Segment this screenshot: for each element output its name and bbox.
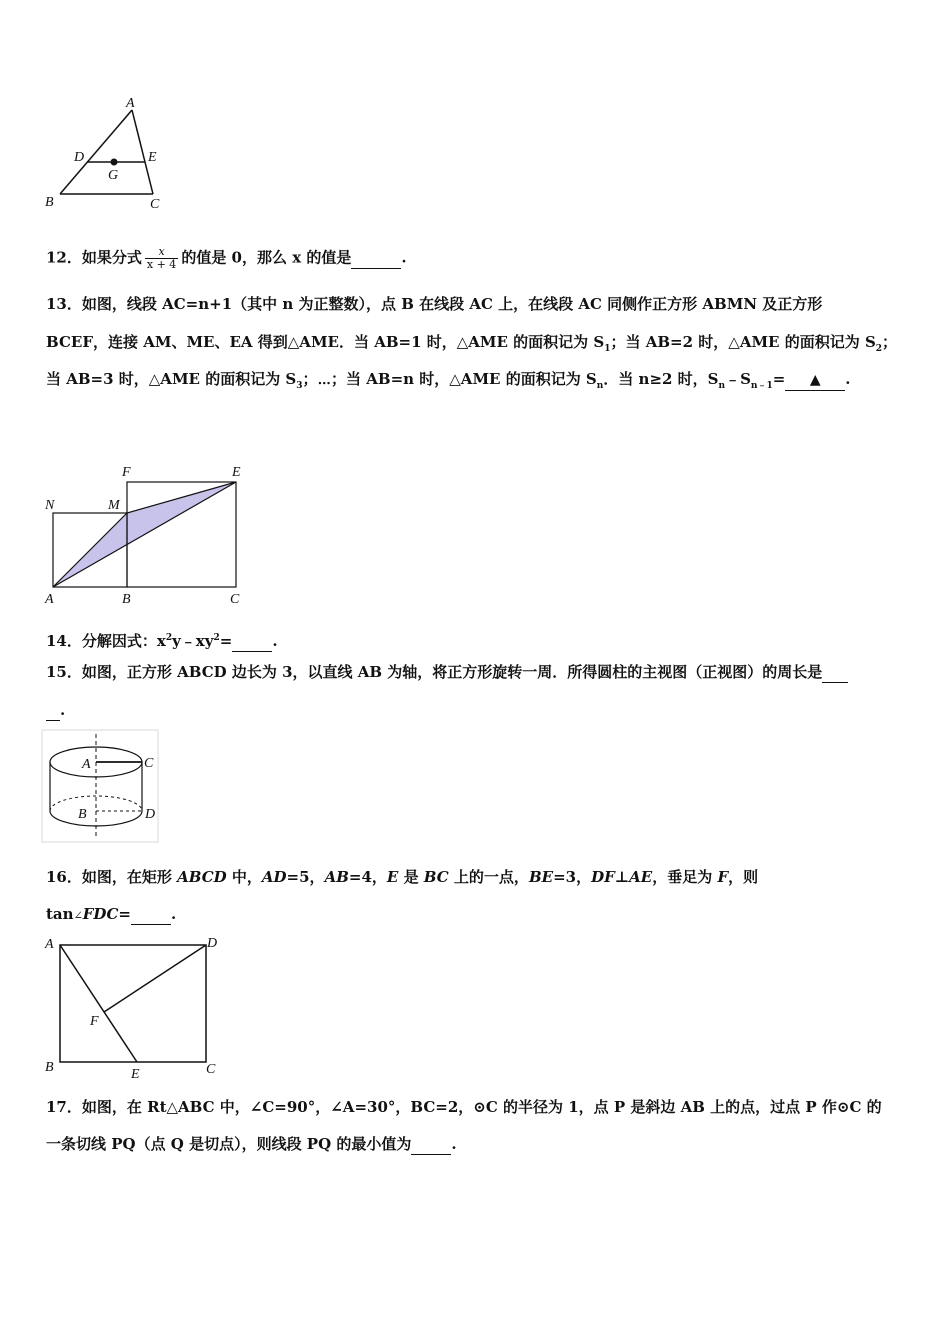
label-d: D [74, 150, 85, 165]
question-13-line-1 [46, 294, 822, 314]
q13-answer-triangle-icon: ▲ [809, 372, 821, 388]
q17-number: 17． [46, 1098, 82, 1116]
question-15-line-1 [46, 662, 848, 683]
q13-line3-mid2: ．当 n≥2 时，S [603, 370, 719, 388]
label-c: C [144, 756, 154, 771]
label-e: E [148, 150, 157, 165]
q12-end: . [401, 248, 407, 267]
q14-end: . [272, 632, 278, 650]
q13-line2-mid: ；当 AB=2 时，△AME 的面积记为 S [610, 333, 876, 351]
q12-frac-denominator: x + 4 [146, 258, 177, 271]
segment-ae [53, 482, 236, 587]
q13-end: . [845, 370, 851, 388]
label-d: D [207, 936, 218, 951]
q14-sup2: 2 [213, 633, 220, 643]
question-12 [46, 246, 407, 271]
label-c: C [230, 592, 240, 607]
q14-mid: y﹣xy [172, 632, 214, 650]
label-d: D [145, 807, 156, 822]
rectangle-abcd [60, 945, 206, 1062]
q16-perp: ⊥ [614, 868, 630, 886]
label-g: G [108, 168, 119, 183]
label-b: B [45, 195, 54, 210]
q12-fraction [145, 246, 178, 271]
question-16-line-2 [46, 904, 176, 926]
q16-end: . [170, 905, 177, 923]
q13-sub2: 2 [875, 344, 883, 354]
label-m: M [108, 498, 120, 513]
q15-number: 15． [46, 663, 82, 681]
q16-var-f: F [717, 868, 729, 886]
point-g [111, 159, 118, 166]
q16-var-fdc: FDC [82, 905, 119, 923]
question-17-line-2 [46, 1134, 457, 1155]
q16-text-e: =5， [286, 868, 325, 886]
label-a: A [45, 592, 54, 607]
label-e: E [131, 1067, 140, 1082]
q15-answer-blank-b[interactable] [46, 700, 60, 721]
q13-line2-pre: BCEF，连接 AM、ME、EA 得到△AME．当 AB=1 时，△AME 的面积记为 S [46, 333, 605, 351]
q16-answer-blank[interactable] [131, 904, 171, 925]
label-f: F [90, 1014, 99, 1029]
q12-frac-numerator: x [145, 246, 178, 259]
q16-tan: tan [46, 905, 74, 923]
q12-pre: 如果分式 [81, 248, 142, 267]
q17-end: . [451, 1135, 457, 1153]
question-14 [46, 628, 278, 652]
q13-line1: 如图，线段 AC=n+1（其中 n 为正整数），点 B 在线段 AC 上，在线段 AC 同侧作正方形 ABMN 及正方形 [81, 295, 823, 313]
q13-eq: = [772, 370, 786, 388]
question-13-line-2 [46, 332, 897, 359]
q16-number: 16． [46, 868, 82, 886]
q14-answer-blank[interactable] [232, 631, 272, 652]
q16-text-c: 中， [226, 868, 262, 886]
q16-text-s: ，则 [728, 868, 759, 886]
q13-subn: n [596, 381, 604, 391]
label-b: B [45, 1060, 54, 1075]
q14-number: 14． [46, 632, 82, 650]
figure-squares [40, 460, 250, 610]
label-e: E [232, 465, 241, 480]
q14-pre: 分解因式：x [81, 632, 166, 650]
label-n: N [45, 498, 55, 513]
q14-eq: = [219, 632, 233, 650]
side-ab [60, 110, 132, 194]
q16-var-bc: BC [423, 868, 449, 886]
q16-var-e: E [386, 868, 399, 886]
q13-subn1: n﹣1 [750, 381, 773, 391]
label-a: A [82, 757, 91, 772]
q16-var-ae: AE [629, 868, 653, 886]
label-a: A [45, 937, 54, 952]
q16-text-g: =4， [348, 868, 387, 886]
q13-minus: ﹣S [725, 370, 751, 388]
q15-answer-blank-a[interactable] [822, 662, 848, 683]
q16-angle-symbol: ∠ [73, 909, 83, 922]
q16-text-a: 如图，在矩形 [81, 868, 178, 886]
q12-post: 的值是 0，那么 x 的值是 [181, 248, 352, 267]
q17-answer-blank[interactable] [411, 1134, 451, 1155]
question-16-line-1 [46, 867, 758, 887]
label-b: B [122, 592, 131, 607]
q16-var-ab: AB [324, 868, 349, 886]
q16-eq: = [118, 905, 131, 923]
figure-triangle-abc [40, 95, 170, 215]
q13-sub3: 3 [296, 381, 303, 391]
label-b: B [78, 807, 87, 822]
q12-answer-blank[interactable] [351, 248, 401, 269]
q13-number: 13． [46, 295, 82, 313]
q13-line3-mid: ；⋯；当 AB=n 时，△AME 的面积记为 S [302, 370, 597, 388]
q13-sub1: 1 [604, 344, 611, 354]
q12-number: 12． [46, 248, 82, 267]
label-c: C [150, 197, 160, 212]
q16-var-ad: AD [261, 868, 287, 886]
label-f: F [122, 465, 131, 480]
segment-df [104, 945, 206, 1012]
q16-text-q: ，垂足为 [652, 868, 718, 886]
q16-text-i: 是 [398, 868, 424, 886]
question-15-line-2 [46, 700, 65, 721]
q16-var-df: DF [591, 868, 615, 886]
figure-rectangle [40, 932, 230, 1082]
question-17-line-1 [46, 1097, 882, 1117]
question-13-line-3 [46, 369, 851, 396]
q16-text-m: =3， [553, 868, 592, 886]
q15-line1: 如图，正方形 ABCD 边长为 3，以直线 AB 为轴，将正方形旋转一周．所得圆柱的主视图（正视图）的周长是 [81, 663, 823, 681]
q13-line3-pre: 当 AB=3 时，△AME 的面积记为 S [46, 370, 297, 388]
label-c: C [206, 1062, 216, 1077]
q13-subn2: n [718, 381, 726, 391]
q16-text-k: 上的一点， [448, 868, 529, 886]
q15-end: . [60, 701, 66, 719]
segment-ae [60, 945, 137, 1062]
q14-sup1: 2 [165, 633, 173, 643]
figure-cylinder [40, 728, 162, 846]
q13-line2-end: ； [882, 333, 898, 351]
q13-answer-blank[interactable] [785, 369, 845, 391]
q17-line2: 一条切线 PQ（点 Q 是切点），则线段 PQ 的最小值为 [46, 1135, 412, 1153]
q16-var-be: BE [528, 868, 554, 886]
label-a: A [126, 96, 135, 111]
q16-var-abcd: ABCD [177, 868, 227, 886]
q17-line1: 如图，在 Rt△ABC 中，∠C=90°，∠A=30°，BC=2，⊙C 的半径为 1，点 P 是斜边 AB 上的点，过点 P 作⊙C 的 [81, 1098, 882, 1116]
